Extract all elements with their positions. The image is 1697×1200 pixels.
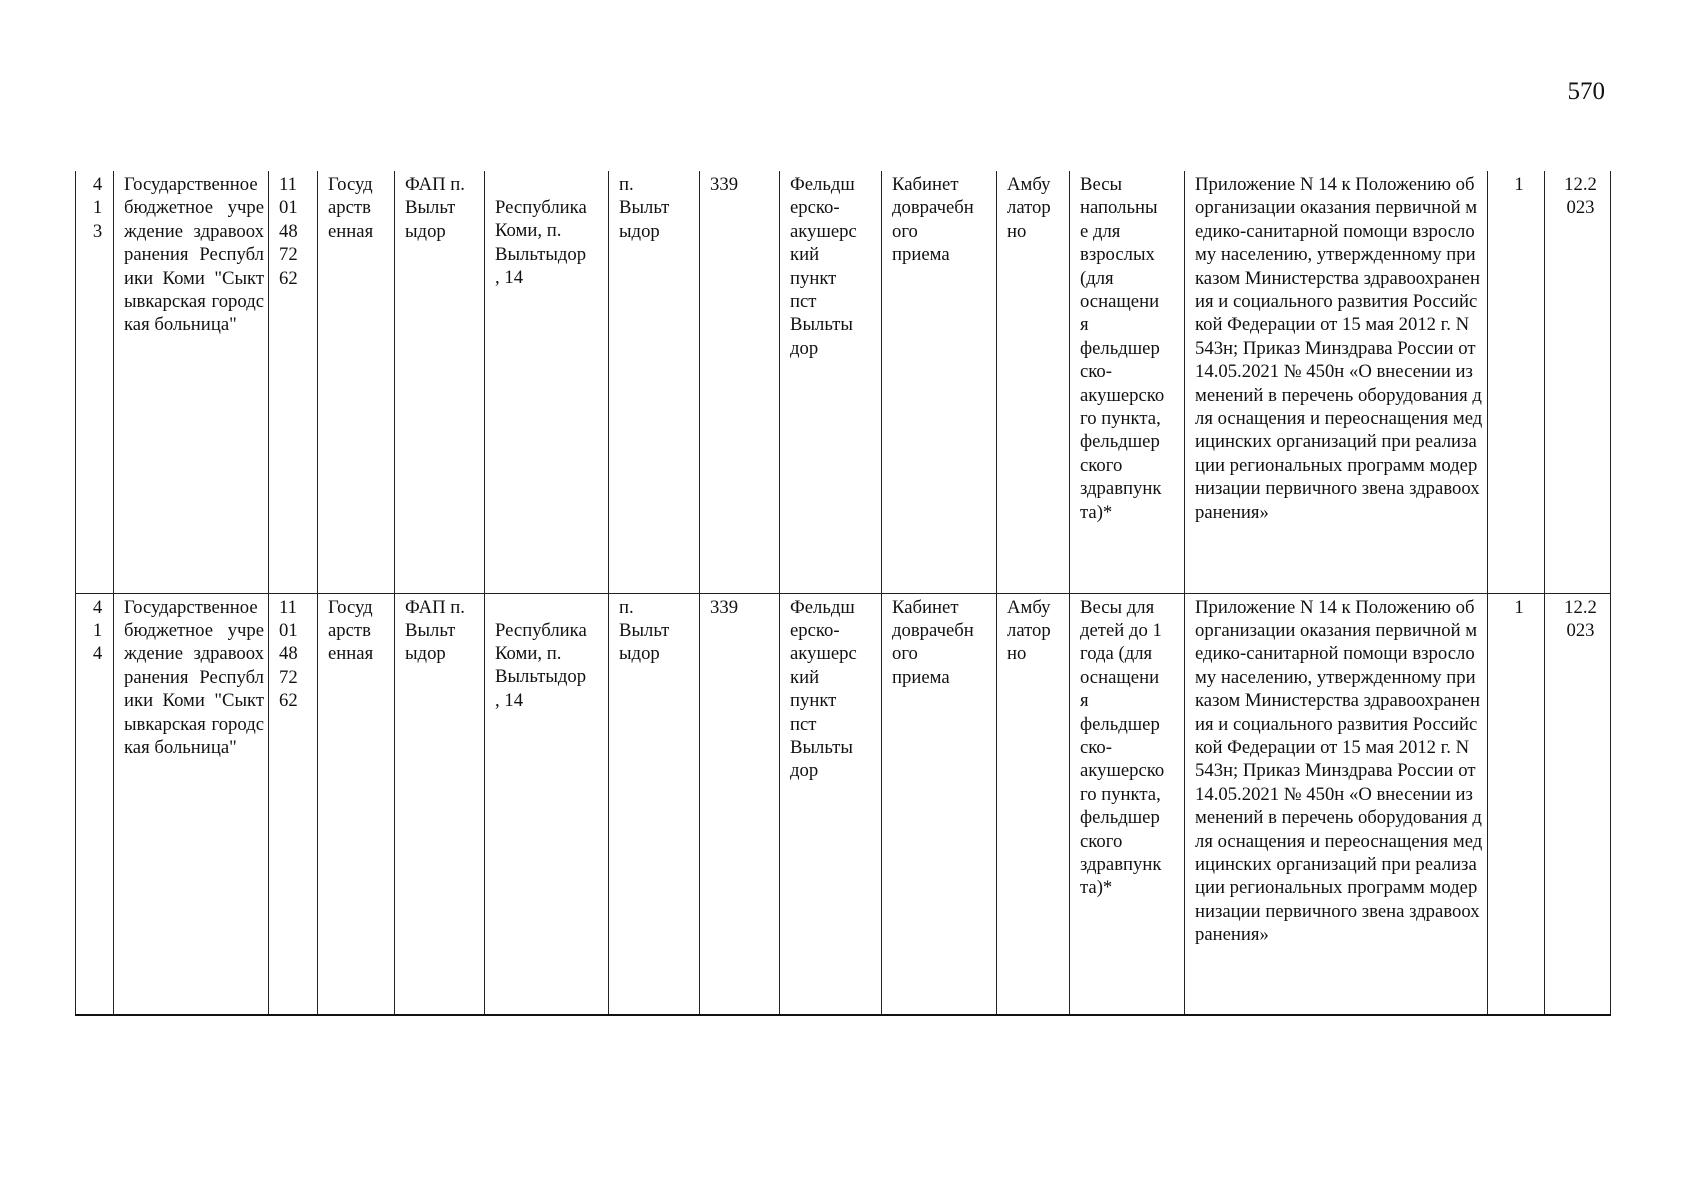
organization-name: Государственное бюджетное учреждение здравоохранения Республики Коми "Сыктывкарская городская больница" (124, 596, 264, 758)
code-cell (269, 171, 318, 593)
code-cell (269, 593, 318, 1015)
index-cell (700, 593, 780, 1015)
table-row (76, 171, 1611, 593)
facility-name: ФАП п. Выльт ыдор (405, 174, 465, 242)
unit-cell (780, 593, 882, 1015)
locality-name: п. Выльт ыдор (619, 174, 670, 242)
care-cell (997, 593, 1070, 1015)
care-type: Амбу латор но (1007, 596, 1051, 665)
due-date: 12.2 023 (1564, 596, 1597, 641)
ownership-type: Госуд арств енная (328, 174, 374, 242)
quantity: 1 (1514, 596, 1524, 618)
facility-address: Республика Коми, п. Выльтыдор , 14 (495, 197, 587, 289)
locality-cell (609, 593, 700, 1015)
room-cell (882, 171, 997, 593)
ownership-type: Госуд арств енная (328, 596, 374, 665)
unit-cell (780, 171, 882, 593)
care-type: Амбу латор но (1007, 174, 1051, 242)
unit-name: Фельдш ерско- акушерс кий пункт пст Выльты дор (790, 596, 857, 782)
address-cell (485, 593, 609, 1015)
quantity: 1 (1514, 174, 1524, 195)
basis-cell (1185, 171, 1488, 593)
organization-name: Государственное бюджетное учреждение здравоохранения Республики Коми "Сыктывкарская городская больница" (124, 174, 264, 336)
equipment-name: Весы для детей до 1 года (для оснащени я фельдшер ско- акушерско го пункта, фельдшер ского здравпунк та)* (1080, 596, 1165, 899)
unit-name: Фельдш ерско- акушерс кий пункт пст Выльты дор (790, 174, 857, 359)
organization-cell (114, 593, 269, 1015)
address-cell (485, 171, 609, 593)
table-row (76, 593, 1611, 1015)
population-index: 339 (710, 596, 739, 618)
date-cell (1545, 593, 1611, 1015)
population-index: 339 (710, 174, 739, 195)
row-number-cell (76, 593, 114, 1015)
legal-basis: Приложение N 14 к Положению об организации оказания первичной медико-санитарной помощи взрослому населению, утвержденному приказом Министерства здравоохранения и социального развития Российской Федерации от 15 мая 2012 г. N 543н; Приказ Минздрава России от 14.05.2021 № 450н «О внесении изменений в перечень оборудования для оснащения и переоснащения медицинских организаций при реализации региональных программ модернизации первичного звена здравоохранения» (1195, 174, 1483, 523)
facility-cell (395, 593, 485, 1015)
quantity-cell (1488, 171, 1545, 593)
page-number: 570 (1567, 78, 1605, 105)
row-number-cell (76, 171, 114, 593)
organization-code: 11 01 48 72 62 (279, 174, 298, 289)
basis-cell (1185, 593, 1488, 1015)
room-name: Кабинет доврачебн ого приема (892, 174, 974, 266)
ownership-cell (318, 171, 395, 593)
ownership-cell (318, 593, 395, 1015)
facility-name: ФАП п. Выльт ыдор (405, 596, 465, 665)
due-date: 12.2 023 (1564, 174, 1597, 219)
equipment-cell (1070, 171, 1185, 593)
room-cell (882, 593, 997, 1015)
quantity-cell (1488, 593, 1545, 1015)
row-number: 4 1 4 (92, 596, 103, 665)
index-cell (700, 171, 780, 593)
row-number: 4 1 3 (92, 174, 103, 242)
facility-cell (395, 171, 485, 593)
organization-code: 11 01 48 72 62 (279, 596, 298, 712)
date-cell (1545, 171, 1611, 593)
locality-cell (609, 171, 700, 593)
room-name: Кабинет доврачебн ого приема (892, 596, 974, 688)
care-cell (997, 171, 1070, 593)
equipment-name: Весы напольны е для взрослых (для оснащени я фельдшер ско- акушерско го пункта, фельдшер ского здравпунк та)* (1080, 174, 1165, 523)
legal-basis: Приложение N 14 к Положению об организации оказания первичной медико-санитарной помощи взрослому населению, утвержденному приказом Министерства здравоохранения и социального развития Российской Федерации от 15 мая 2012 г. N 543н; Приказ Минздрава России от 14.05.2021 № 450н «О внесении изменений в перечень оборудования для оснащения и переоснащения медицинских организаций при реализации региональных программ модернизации первичного звена здравоохранения» (1195, 596, 1483, 946)
equipment-cell (1070, 593, 1185, 1015)
equipment-table (75, 171, 1611, 1016)
locality-name: п. Выльт ыдор (619, 596, 670, 665)
organization-cell (114, 171, 269, 593)
facility-address: Республика Коми, п. Выльтыдор , 14 (495, 619, 587, 711)
